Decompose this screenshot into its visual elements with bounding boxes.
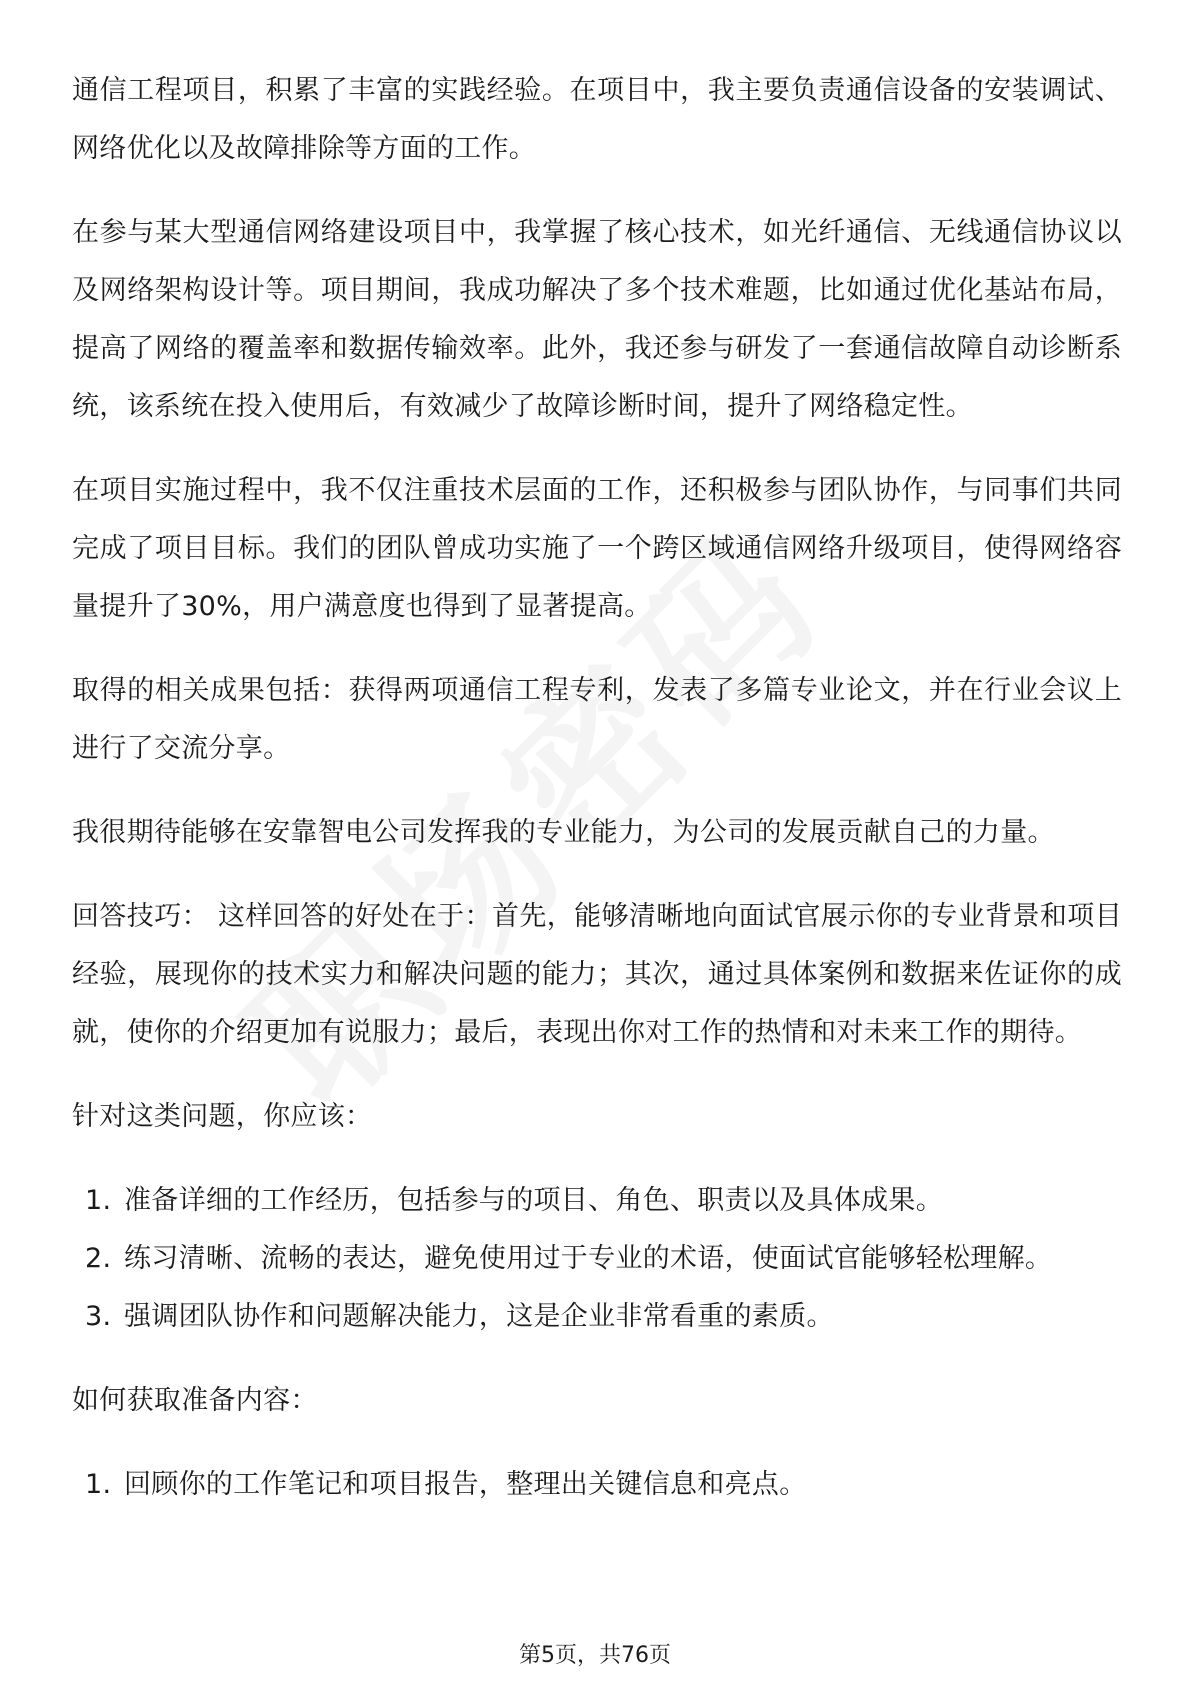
paragraph-prep-heading: 如何获取准备内容：	[72, 1385, 318, 1416]
paragraph-project: 在参与某大型通信网络建设项目中，我掌握了核心技术，如光纤通信、无线通信协议以及网络架构设计等。项目期间，我成功解决了多个技术难题，比如通过优化基站布局，提高了网络的覆盖率和数据传输效率。此外，我还参与研发了一套通信故障自动诊断系统，该系统在投入使用后，有效减少了故障诊断时间，提升了网络稳定性。	[72, 217, 1122, 422]
advice-list	[72, 1172, 1122, 1346]
list-item-number: 2.	[85, 1243, 112, 1274]
list-item-text: 准备详细的工作经历，包括参与的项目、角色、职责以及具体成果。	[124, 1185, 943, 1216]
page-number-footer: 第5页，共76页	[519, 1643, 671, 1668]
list-item-number: 1.	[85, 1469, 112, 1500]
list-item	[72, 1456, 1122, 1514]
paragraph-expectation: 我很期待能够在安靠智电公司发挥我的专业能力，为公司的发展贡献自己的力量。	[72, 817, 1055, 848]
list-item-text: 练习清晰、流畅的表达，避免使用过于专业的术语，使面试官能够轻松理解。	[124, 1243, 1053, 1274]
document-body	[72, 62, 1122, 1540]
list-item	[72, 1230, 1122, 1288]
list-item-number: 1.	[85, 1185, 112, 1216]
paragraph-achievements: 取得的相关成果包括：获得两项通信工程专利，发表了多篇专业论文，并在行业会议上进行了交流分享。	[72, 675, 1122, 764]
paragraph-intro: 通信工程项目，积累了丰富的实践经验。在项目中，我主要负责通信设备的安装调试、网络优化以及故障排除等方面的工作。	[72, 75, 1122, 164]
paragraph-tips: 回答技巧： 这样回答的好处在于：首先，能够清晰地向面试官展示你的专业背景和项目经验，展现你的技术实力和解决问题的能力；其次，通过具体案例和数据来佐证你的成就，使你的介绍更加有说服力；最后，表现出你对工作的热情和对未来工作的期待。	[72, 901, 1122, 1048]
list-item-number: 3.	[85, 1301, 112, 1332]
list-item-text: 回顾你的工作笔记和项目报告，整理出关键信息和亮点。	[124, 1469, 807, 1500]
prep-list	[72, 1456, 1122, 1514]
list-item-text: 强调团队协作和问题解决能力，这是企业非常看重的素质。	[124, 1301, 834, 1332]
list-item	[72, 1288, 1122, 1346]
paragraph-teamwork: 在项目实施过程中，我不仅注重技术层面的工作，还积极参与团队协作，与同事们共同完成了项目目标。我们的团队曾成功实施了一个跨区域通信网络升级项目，使得网络容量提升了30%，用户满意度也得到了显著提高。	[72, 475, 1122, 622]
paragraph-advice-heading: 针对这类问题，你应该：	[72, 1101, 373, 1132]
list-item	[72, 1172, 1122, 1230]
